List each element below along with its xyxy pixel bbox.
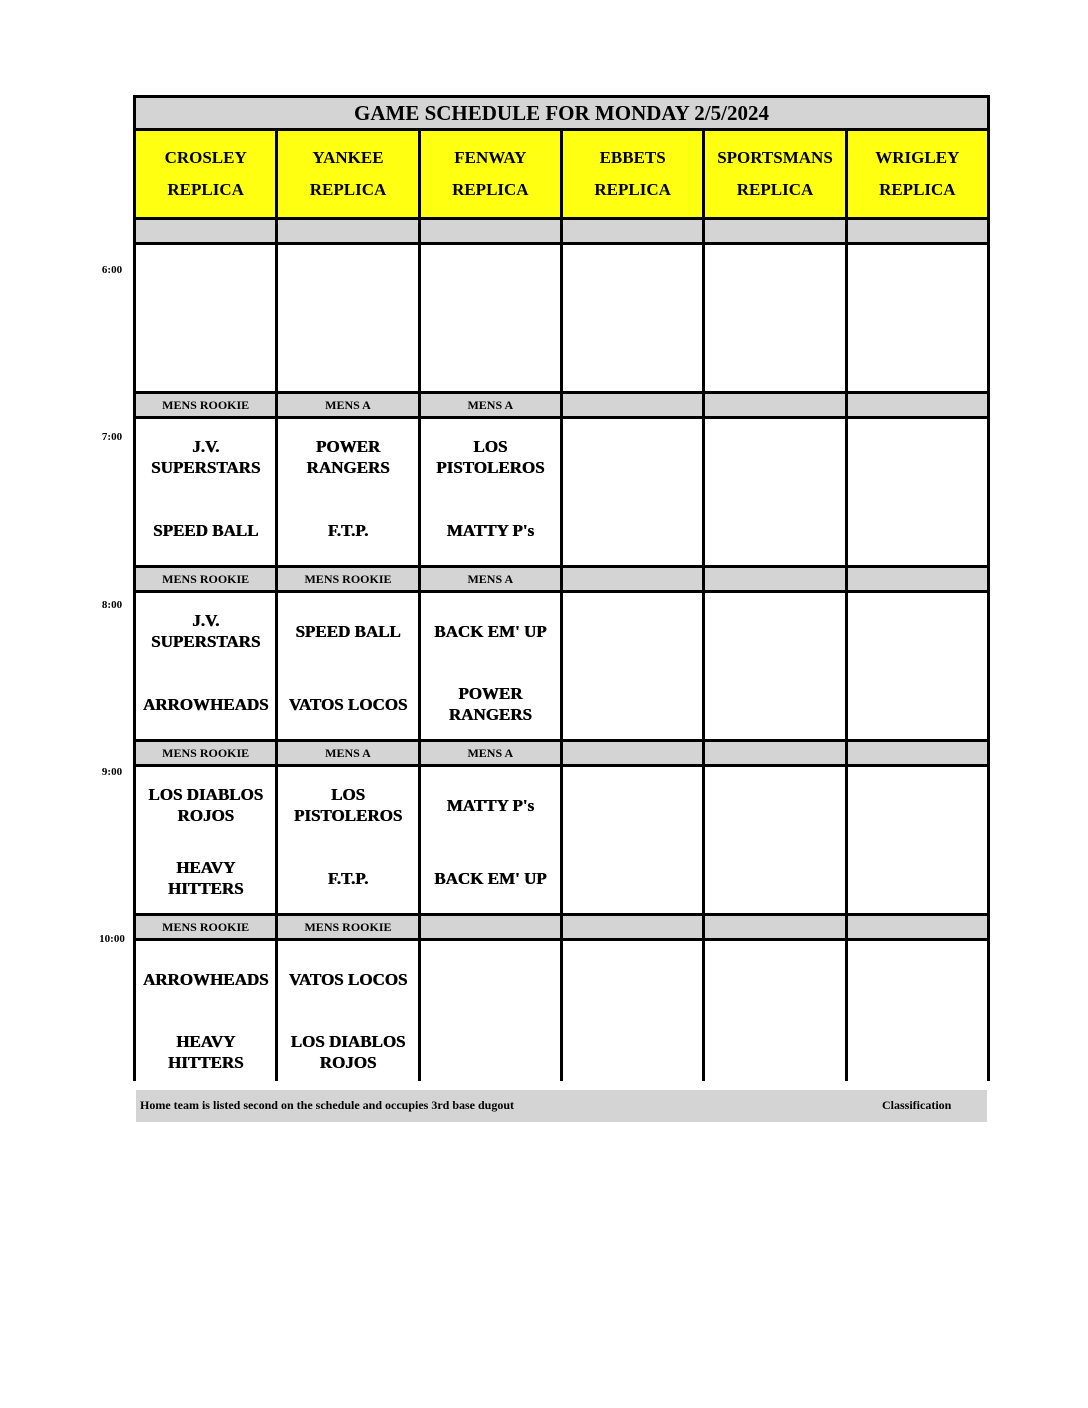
footer-bar (136, 1090, 987, 1122)
home-team (705, 853, 844, 903)
home-team: POWER RANGERS (448, 684, 532, 724)
game-cell (278, 593, 417, 739)
time-label: 7:00 (101, 431, 123, 443)
time-label: 8:00 (101, 599, 123, 611)
schedule-table (133, 95, 990, 1112)
division-cell (848, 394, 987, 416)
field-header-fenway (421, 131, 560, 217)
division-cell (705, 916, 844, 938)
field-name: EBBETS (599, 148, 666, 167)
division-cell: MENS A (278, 742, 417, 764)
game-cell (563, 767, 702, 913)
schedule-title: GAME SCHEDULE FOR MONDAY 2/5/2024 (136, 98, 987, 128)
division-cell (848, 742, 987, 764)
game-cell (278, 767, 417, 913)
game-cell (136, 419, 275, 565)
away-team: J.V. SUPERSTARS (151, 611, 261, 651)
away-team: LOS PISTOLEROS (293, 785, 403, 825)
division-cell: MENS ROOKIE (278, 568, 417, 590)
away-team (278, 258, 417, 308)
home-team (848, 679, 987, 729)
home-team (705, 505, 844, 555)
division-cell (705, 568, 844, 590)
division-cell (848, 916, 987, 938)
division-cell (705, 220, 844, 242)
division-cell: MENS ROOKIE (136, 742, 275, 764)
away-team (848, 606, 987, 656)
away-team (421, 258, 560, 308)
division-cell (563, 220, 702, 242)
home-team (563, 679, 702, 729)
away-team: LOS DIABLOS ROJOS (148, 785, 264, 825)
division-cell: MENS ROOKIE (136, 394, 275, 416)
division-cell: MENS ROOKIE (278, 916, 417, 938)
time-label: 10:00 (99, 933, 125, 945)
division-cell (421, 220, 560, 242)
game-cell (848, 419, 987, 565)
game-cell (278, 245, 417, 391)
home-team: HEAVY HITTERS (167, 1032, 244, 1072)
home-team: BACK EM' UP (434, 868, 547, 888)
away-team: MATTY P's (446, 795, 534, 815)
game-cell (136, 941, 275, 1087)
division-cell (278, 220, 417, 242)
away-team (563, 606, 702, 656)
field-sub: REPLICA (736, 180, 814, 199)
division-cell (705, 394, 844, 416)
division-cell: MENS A (421, 394, 560, 416)
home-team (705, 1027, 844, 1077)
field-name: WRIGLEY (875, 148, 960, 167)
game-cell (421, 593, 560, 739)
field-name: SPORTSMANS (717, 148, 833, 167)
game-cell (705, 593, 844, 739)
game-cell (136, 593, 275, 739)
home-team (563, 853, 702, 903)
home-team: ARROWHEADS (142, 694, 269, 714)
game-cell (136, 245, 275, 391)
game-cell (563, 419, 702, 565)
home-team (563, 1027, 702, 1077)
home-team (421, 1027, 560, 1077)
field-header-wrigley (848, 131, 987, 217)
game-cell (848, 593, 987, 739)
away-team (563, 432, 702, 482)
away-team (705, 258, 844, 308)
division-cell (563, 394, 702, 416)
home-team (848, 331, 987, 381)
footer-note: Home team is listed second on the schedule and occupies 3rd base dugout (140, 1098, 515, 1112)
game-cell (705, 767, 844, 913)
home-team (136, 331, 275, 381)
division-cell (421, 916, 560, 938)
home-team (278, 331, 417, 381)
away-team: POWER RANGERS (306, 437, 390, 477)
field-name: FENWAY (454, 148, 527, 167)
game-cell (705, 245, 844, 391)
home-team: HEAVY HITTERS (167, 858, 244, 898)
field-sub: REPLICA (309, 180, 387, 199)
home-team (848, 853, 987, 903)
field-name: YANKEE (312, 148, 384, 167)
game-cell (563, 245, 702, 391)
game-cell (421, 419, 560, 565)
field-sub: REPLICA (879, 180, 956, 199)
home-team: LOS DIABLOS ROJOS (290, 1032, 406, 1072)
away-team (563, 954, 702, 1004)
division-cell: MENS A (278, 394, 417, 416)
division-cell: MENS A (421, 742, 560, 764)
away-team: LOS PISTOLEROS (436, 437, 545, 477)
away-team (705, 780, 844, 830)
game-cell (848, 245, 987, 391)
division-cell (705, 742, 844, 764)
game-cell (278, 941, 417, 1087)
game-cell (278, 419, 417, 565)
time-label: 6:00 (101, 264, 123, 276)
game-cell (421, 941, 560, 1087)
time-label: 9:00 (101, 766, 123, 778)
division-cell: MENS A (421, 568, 560, 590)
away-team: SPEED BALL (295, 621, 401, 641)
field-sub: REPLICA (594, 180, 671, 199)
away-team (848, 432, 987, 482)
game-cell (136, 767, 275, 913)
away-team (421, 954, 560, 1004)
game-cell (848, 767, 987, 913)
away-team (705, 954, 844, 1004)
division-cell: MENS ROOKIE (136, 568, 275, 590)
home-team: F.T.P. (327, 868, 369, 888)
home-team: VATOS LOCOS (288, 694, 408, 714)
game-cell (563, 941, 702, 1087)
home-team (705, 679, 844, 729)
home-team: F.T.P. (327, 520, 369, 540)
away-team: ARROWHEADS (142, 969, 269, 989)
game-cell (705, 941, 844, 1087)
home-team (421, 331, 560, 381)
away-team (563, 780, 702, 830)
game-cell (563, 593, 702, 739)
field-name: CROSLEY (164, 148, 247, 167)
home-team (848, 1027, 987, 1077)
home-team (563, 505, 702, 555)
division-cell (563, 916, 702, 938)
field-sub: REPLICA (452, 180, 529, 199)
field-header-yankee (278, 131, 417, 217)
home-team: SPEED BALL (152, 520, 259, 540)
game-cell (421, 245, 560, 391)
away-team (705, 432, 844, 482)
field-sub: REPLICA (167, 180, 244, 199)
game-cell (421, 767, 560, 913)
division-cell (848, 220, 987, 242)
field-header-crosley (136, 131, 275, 217)
home-team: MATTY P's (446, 520, 534, 540)
division-cell (848, 568, 987, 590)
field-header-sportsmans (705, 131, 844, 217)
away-team: J.V. SUPERSTARS (151, 437, 261, 477)
game-cell (848, 941, 987, 1087)
home-team (848, 505, 987, 555)
footer-classification: Classification (882, 1098, 952, 1112)
away-team (705, 606, 844, 656)
away-team: VATOS LOCOS (288, 969, 408, 989)
home-team (563, 331, 702, 381)
away-team (848, 258, 987, 308)
away-team (848, 954, 987, 1004)
field-header-ebbets (563, 131, 702, 217)
home-team (705, 331, 844, 381)
division-cell: MENS ROOKIE (136, 916, 275, 938)
division-cell (563, 568, 702, 590)
division-cell (563, 742, 702, 764)
away-team: BACK EM' UP (434, 621, 547, 641)
away-team (848, 780, 987, 830)
game-cell (705, 419, 844, 565)
away-team (563, 258, 702, 308)
away-team (136, 258, 275, 308)
division-cell (136, 220, 275, 242)
